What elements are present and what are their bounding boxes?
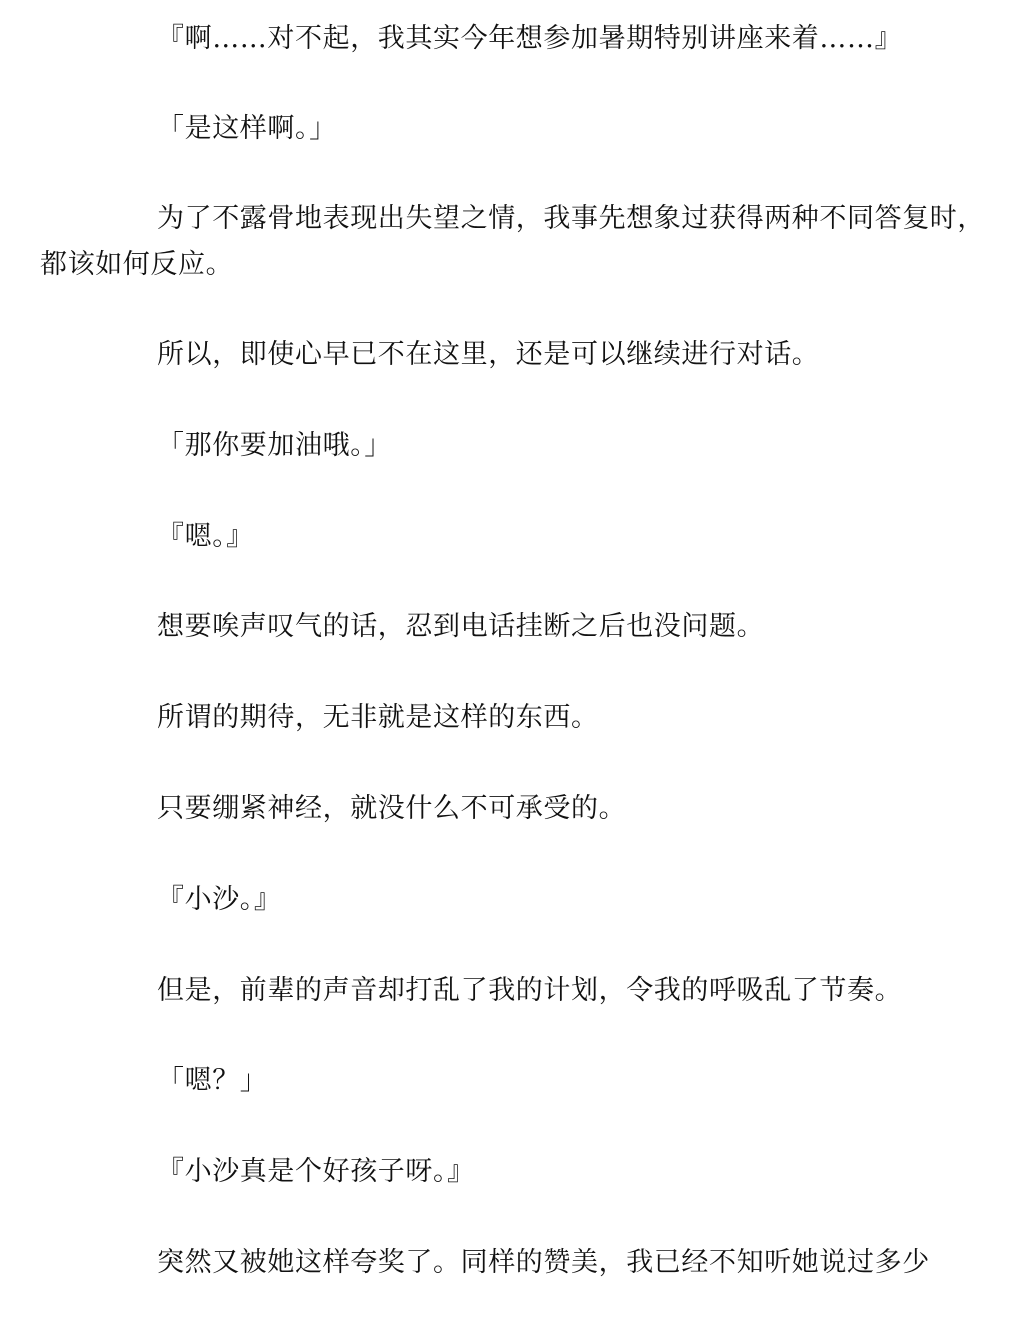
paragraph: 「那你要加油哦。」	[157, 430, 392, 461]
paragraph: 想要唉声叹气的话，忍到电话挂断之后也没问题。	[157, 611, 765, 642]
paragraph: 所以，即使心早已不在这里，还是可以继续进行对话。	[157, 339, 820, 370]
paragraph: 为了不露骨地表现出失望之情，我事先想象过获得两种不同答复时，都该如何反应。	[40, 203, 985, 280]
paragraph: 但是，前辈的声音却打乱了我的计划，令我的呼吸乱了节奏。	[157, 975, 903, 1006]
paragraph: 『小沙。』	[157, 884, 282, 915]
paragraph: 只要绷紧神经，就没什么不可承受的。	[157, 793, 627, 824]
paragraph: 所谓的期待，无非就是这样的东西。	[157, 702, 599, 733]
paragraph: 『啊……对不起，我其实今年想参加暑期特别讲座来着……』	[157, 23, 903, 54]
paragraph: 突然又被她这样夸奖了。同样的赞美，我已经不知听她说过多少	[157, 1247, 930, 1278]
paragraph: 「是这样啊。」	[157, 113, 337, 144]
paragraph: 「嗯？」	[157, 1065, 268, 1096]
paragraph: 『嗯。』	[157, 521, 254, 552]
paragraph: 『小沙真是个好孩子呀。』	[157, 1156, 475, 1187]
